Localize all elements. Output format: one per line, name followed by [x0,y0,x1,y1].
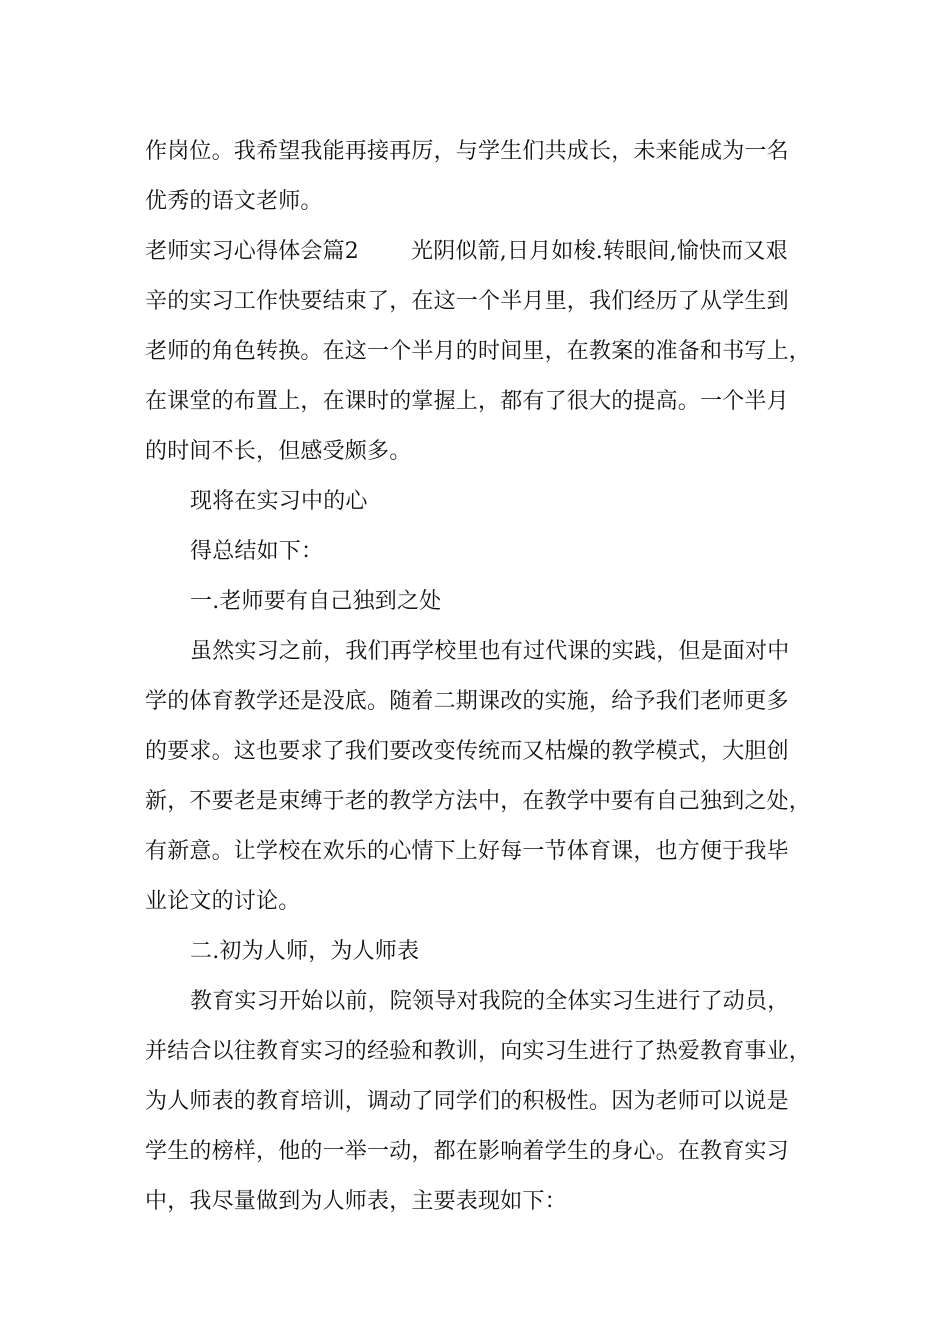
subheading-one: 一.老师要有自己独到之处 [190,589,442,614]
text-line-2: 优秀的语文老师。 [145,189,323,214]
text-line-21: 为人师表的教育培训，调动了同学们的积极性。因为老师可以说是 [145,1089,789,1114]
section-intro-text: 光阴似箭,日月如梭.转眼间,愉快而又艰 [411,239,788,264]
section-title: 老师实习心得体会篇2 [145,239,359,264]
text-line-5: 辛的实习工作快要结束了，在这一个半月里，我们经历了从学生到 [145,289,789,314]
section-heading-line [145,237,788,267]
text-line-12: 虽然实习之前，我们再学校里也有过代课的实践，但是面对中 [190,639,790,664]
text-line-14: 的要求。这也要求了我们要改变传统而又枯燥的教学模式，大胆创 [145,739,789,764]
text-line-17: 业论文的讨论。 [145,889,301,914]
text-line-8: 的时间不长，但感受颇多。 [145,439,412,464]
text-line-9: 现将在实习中的心 [190,489,368,514]
text-line-15: 新，不要老是束缚于老的教学方法中，在教学中要有自己独到之处， [145,789,812,814]
text-line-19: 教育实习开始以前，院领导对我院的全体实习生进行了动员， [190,989,790,1014]
text-line-23: 中，我尽量做到为人师表，主要表现如下： [145,1189,567,1214]
text-line-6: 老师的角色转换。在这一个半月的时间里，在教案的准备和书写上， [145,339,812,364]
text-line-20: 并结合以往教育实习的经验和教训，向实习生进行了热爱教育事业， [145,1039,812,1064]
text-line-10: 得总结如下： [190,539,324,564]
text-line-22: 学生的榜样，他的一举一动，都在影响着学生的身心。在教育实习 [145,1139,789,1164]
subheading-two: 二.初为人师，为人师表 [190,939,420,964]
text-line-16: 有新意。让学校在欢乐的心情下上好每一节体育课，也方便于我毕 [145,839,789,864]
text-line-13: 学的体育教学还是没底。随着二期课改的实施，给予我们老师更多 [145,689,789,714]
text-line-7: 在课堂的布置上，在课时的掌握上，都有了很大的提高。一个半月 [145,389,789,414]
text-line-1: 作岗位。我希望我能再接再厉，与学生们共成长，未来能成为一名 [145,139,789,164]
